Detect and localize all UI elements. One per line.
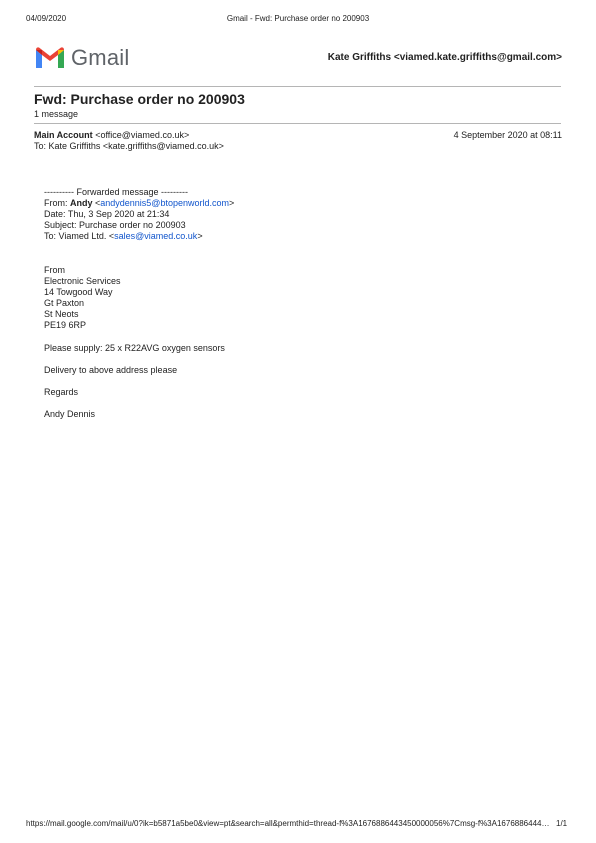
gmail-logo [34,45,129,71]
print-footer-page: 1/1 [556,819,568,828]
forwarded-from-close: > [228,198,235,208]
address-line: From [44,265,65,275]
message-date: 4 September 2020 at 08:11 [453,130,562,140]
header-divider [34,86,561,87]
message-sender [34,130,189,140]
sender-name: Main Account [34,130,93,140]
address-line: PE19 6RP [44,320,87,330]
forwarded-from [44,198,234,208]
regards: Regards [44,387,79,397]
print-header-date: 04/09/2020 [26,14,67,23]
forwarded-from-label: From: [44,198,70,208]
message-count: 1 message [34,109,79,119]
signature: Andy Dennis [44,409,96,419]
thread-subject: Fwd: Purchase order no 200903 [34,91,245,107]
delivery-note: Delivery to above address please [44,365,178,375]
gmail-logo-text: Gmail [71,45,130,70]
gmail-envelope-icon [34,46,66,70]
forwarded-from-email-link[interactable]: andydennis5@btopenworld.com [100,198,229,208]
forwarded-from-open: < [92,198,101,208]
forwarded-to-email-link[interactable]: sales@viamed.co.uk [114,231,198,241]
account-name: Kate Griffiths <viamed.kate.griffiths@gmail.com> [327,52,562,63]
forwarded-to [44,231,203,241]
subject-divider [34,123,561,124]
forwarded-to-prefix: To: Viamed Ltd. < [44,231,115,241]
forwarded-subject: Subject: Purchase order no 200903 [44,220,186,230]
print-header-title: Gmail - Fwd: Purchase order no 200903 [226,14,370,23]
forwarded-to-close: > [197,231,203,241]
print-footer-url: https://mail.google.com/mail/u/0?ik=b5871a5be0&view=pt&search=all&permthid=thread-f%3A1676886443450000056%7Cmsg-f%3A1676886444… [26,819,550,828]
message-recipient: To: Kate Griffiths <kate.griffiths@viamed.co.uk> [34,141,224,151]
address-line: Electronic Services [44,276,121,286]
forwarded-divider: ---------- Forwarded message --------- [44,187,188,197]
address-line: St Neots [44,309,79,319]
forwarded-date: Date: Thu, 3 Sep 2020 at 21:34 [44,209,170,219]
sender-email: <office@viamed.co.uk> [95,130,190,140]
supply-request: Please supply: 25 x R22AVG oxygen sensors [44,343,225,353]
address-line: 14 Towgood Way [44,287,113,297]
forwarded-from-name: Andy [70,198,93,208]
address-line: Gt Paxton [44,298,85,308]
